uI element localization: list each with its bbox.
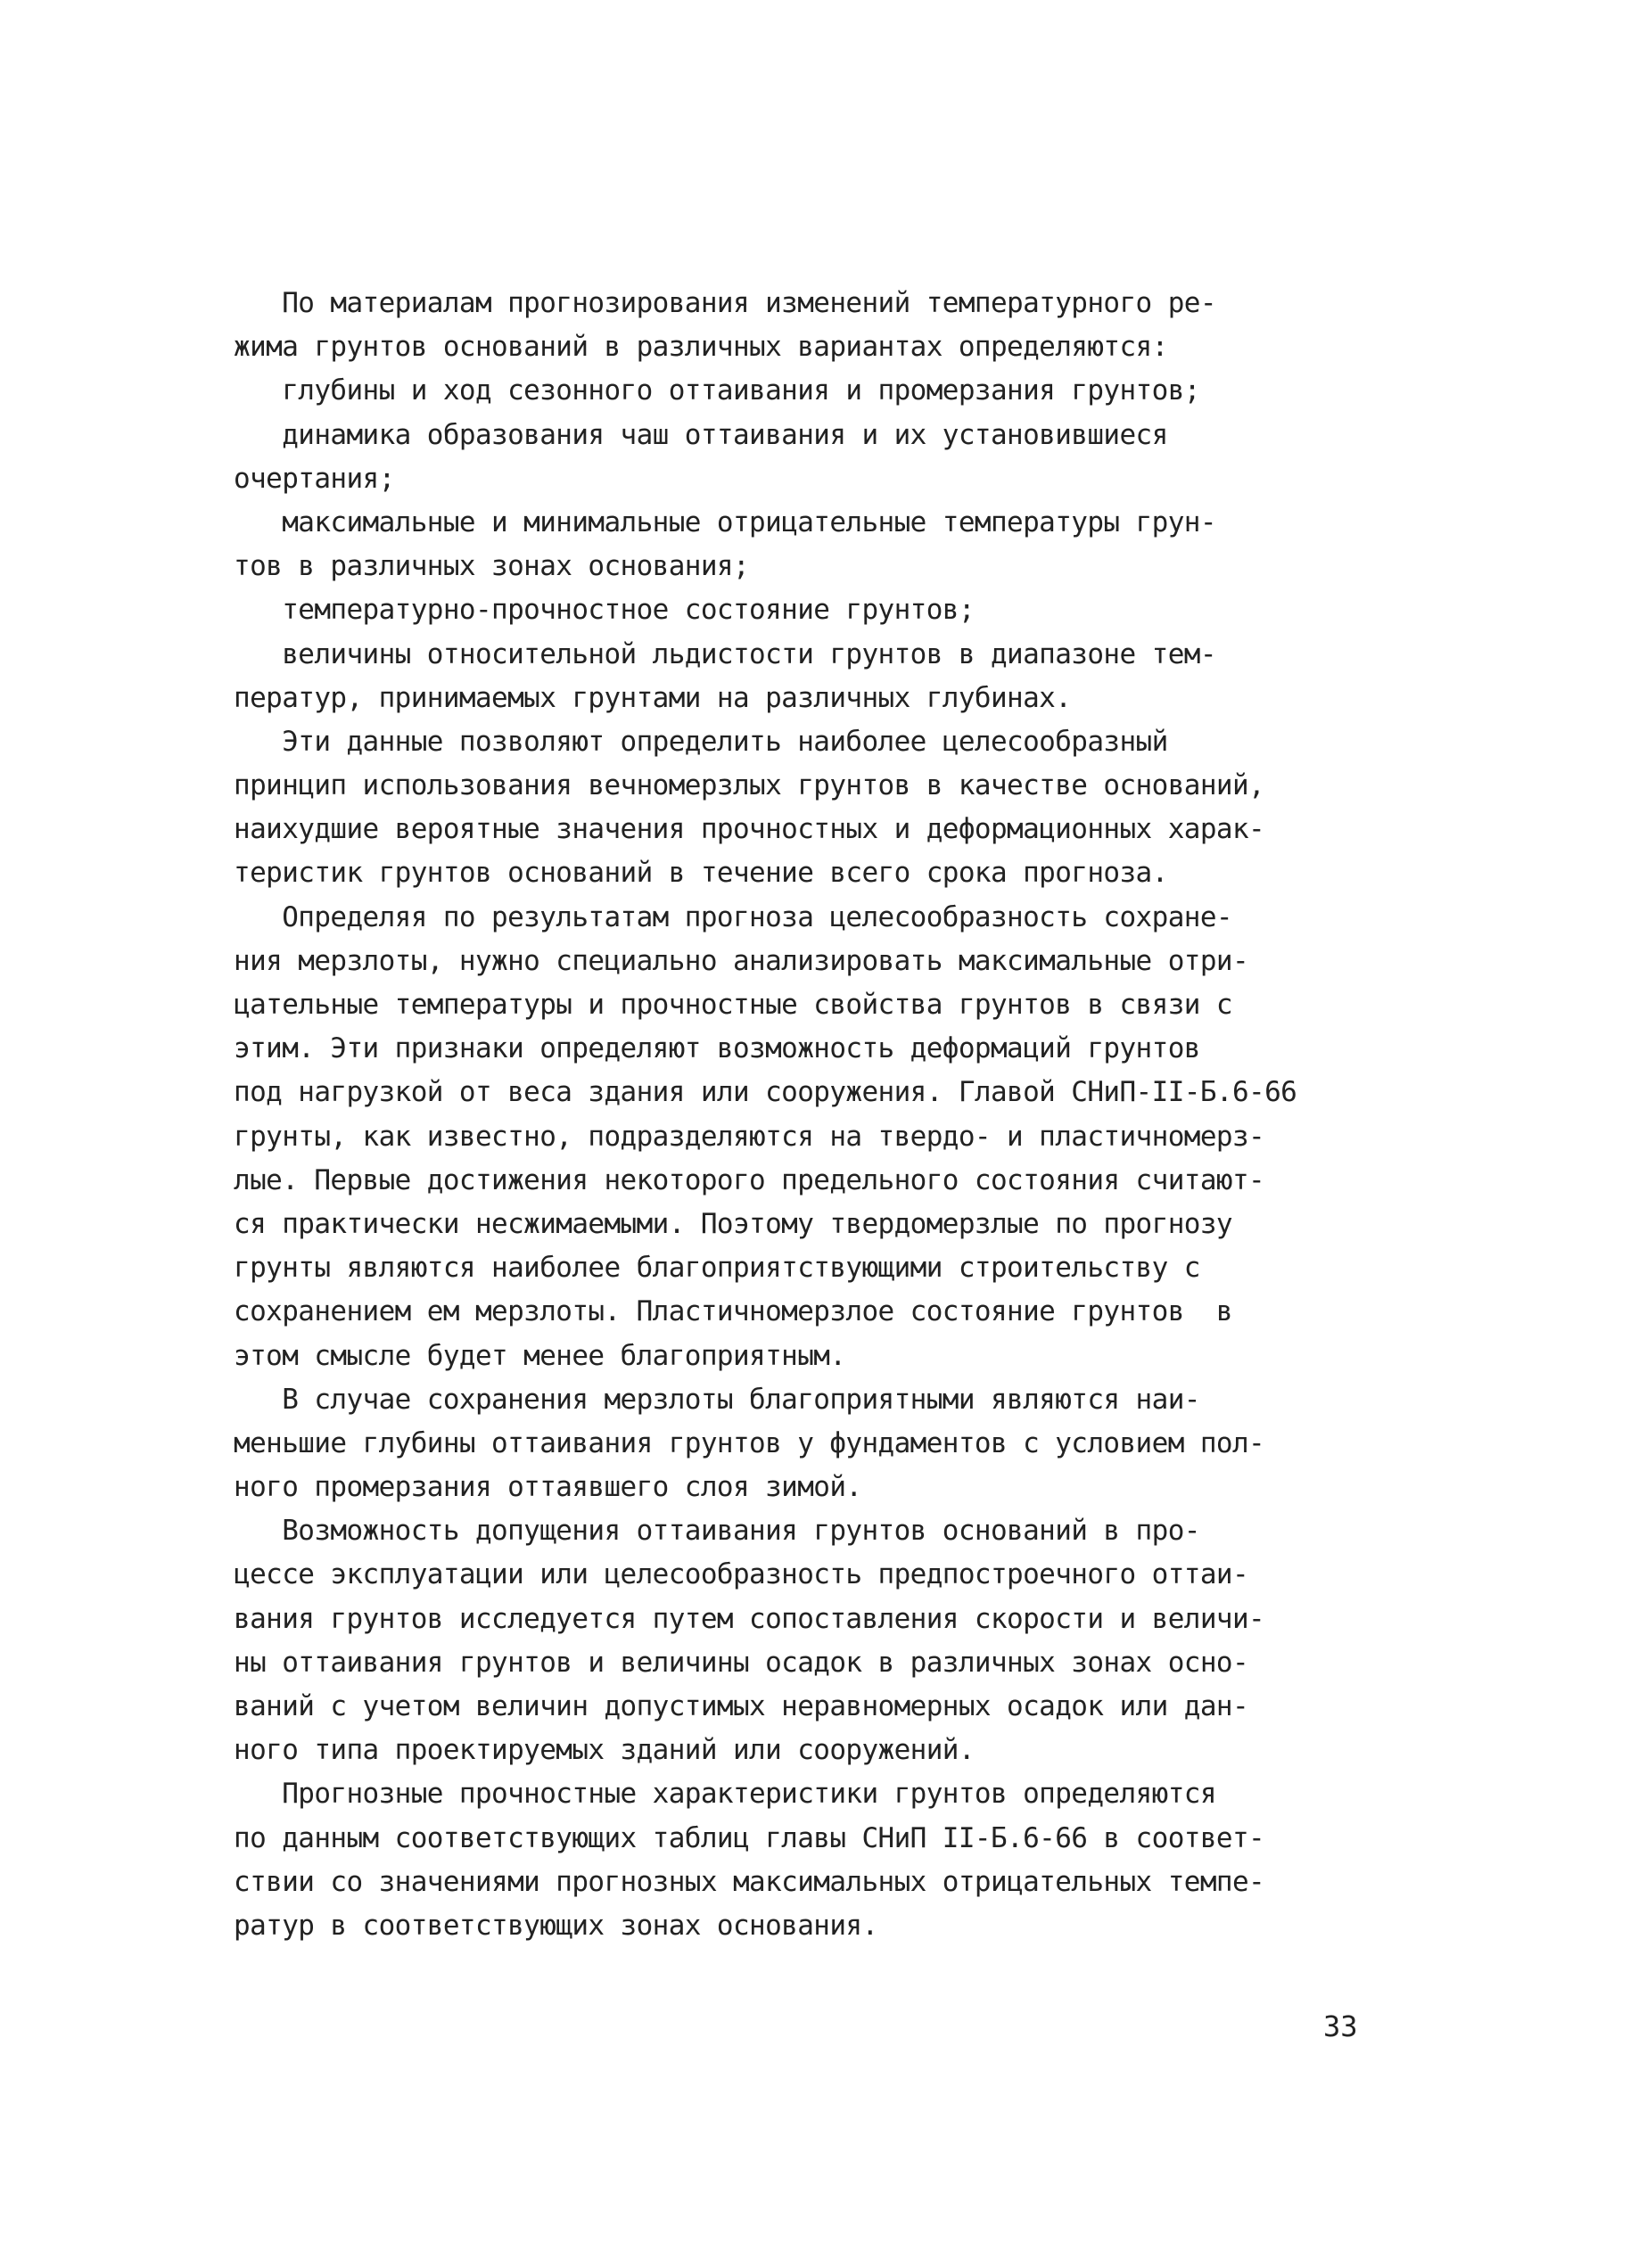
text-line: динамика образования чаш оттаивания и их установившиеся [234, 418, 1168, 451]
text-line: ратур в соответствующих зонах основания. [234, 1909, 878, 1942]
text-line: максимальные и минимальные отрицательные температуры грун- [234, 505, 1216, 538]
text-line: ваний с учетом величин допустимых неравномерных осадок или дан- [234, 1690, 1249, 1722]
text-line: цессе эксплуатации или целесообразность предпостроечного оттаи- [234, 1558, 1249, 1591]
text-line: температурно-прочностное состояние грунтов; [234, 594, 975, 627]
text-line: ствии со значениями прогнозных максимальных отрицательных темпе- [234, 1865, 1265, 1898]
text-line: очертания; [234, 462, 395, 495]
text-line: По материалам прогнозирования изменений температурного ре- [234, 287, 1216, 319]
text-line: вания грунтов исследуется путем сопоставления скорости и величи- [234, 1602, 1265, 1635]
text-line: ператур, принимаемых грунтами на различных глубинах. [234, 681, 1072, 714]
text-line: наихудшие вероятные значения прочностных и деформационных харак- [234, 813, 1265, 846]
text-line: этом смысле будет менее благоприятным. [234, 1339, 846, 1372]
text-line: Эти данные позволяют определить наиболее целесообразный [234, 725, 1168, 758]
text-line: цательные температуры и прочностные свойства грунтов в связи с [234, 989, 1232, 1021]
text-line: грунты являются наиболее благоприятствующими строительству с [234, 1252, 1200, 1285]
page-number: 33 [1323, 2009, 1358, 2043]
text-line: лые. Первые достижения некоторого предельного состояния считают- [234, 1163, 1265, 1196]
text-line: под нагрузкой от веса здания или сооружения. Главой СНиП-II-Б.6-66 [234, 1076, 1297, 1109]
text-line: принцип использования вечномерзлых грунтов в качестве оснований, [234, 769, 1265, 802]
body-text [234, 282, 1366, 1948]
text-line: Возможность допущения оттаивания грунтов оснований в про- [234, 1515, 1200, 1548]
text-line: сохранением ем мерзлоты. Пластичномерзлое состояние грунтов в [234, 1295, 1232, 1328]
text-line: жима грунтов оснований в различных вариантах определяются: [234, 331, 1168, 364]
text-line: по данным соответствующих таблиц главы СНиП II-Б.6-66 в соответ- [234, 1821, 1265, 1854]
text-line: теристик грунтов оснований в течение всего срока прогноза. [234, 857, 1168, 890]
text-line: грунты, как известно, подразделяются на твердо- и пластичномерз- [234, 1120, 1265, 1153]
text-line: Определяя по результатам прогноза целесообразность сохране- [234, 900, 1232, 933]
text-line: В случае сохранения мерзлоты благоприятными являются наи- [234, 1383, 1200, 1416]
text-line: ного типа проектируемых зданий или сооружений. [234, 1734, 975, 1767]
text-line: этим. Эти признаки определяют возможность деформаций грунтов [234, 1032, 1200, 1065]
text-line: ся практически несжимаемыми. Поэтому твердомерзлые по прогнозу [234, 1207, 1232, 1240]
text-line: тов в различных зонах основания; [234, 550, 750, 583]
text-line: величины относительной льдистости грунтов в диапазоне тем- [234, 637, 1216, 670]
text-line: ного промерзания оттаявшего слоя зимой. [234, 1471, 862, 1504]
text-line: глубины и ход сезонного оттаивания и промерзания грунтов; [234, 374, 1200, 407]
text-line: ны оттаивания грунтов и величины осадок в различных зонах осно- [234, 1646, 1249, 1679]
text-line: ния мерзлоты, нужно специально анализировать максимальные отри- [234, 944, 1249, 977]
text-line: Прогнозные прочностные характеристики грунтов определяются [234, 1778, 1216, 1811]
text-line: меньшие глубины оттаивания грунтов у фундаментов с условием пол- [234, 1426, 1265, 1459]
